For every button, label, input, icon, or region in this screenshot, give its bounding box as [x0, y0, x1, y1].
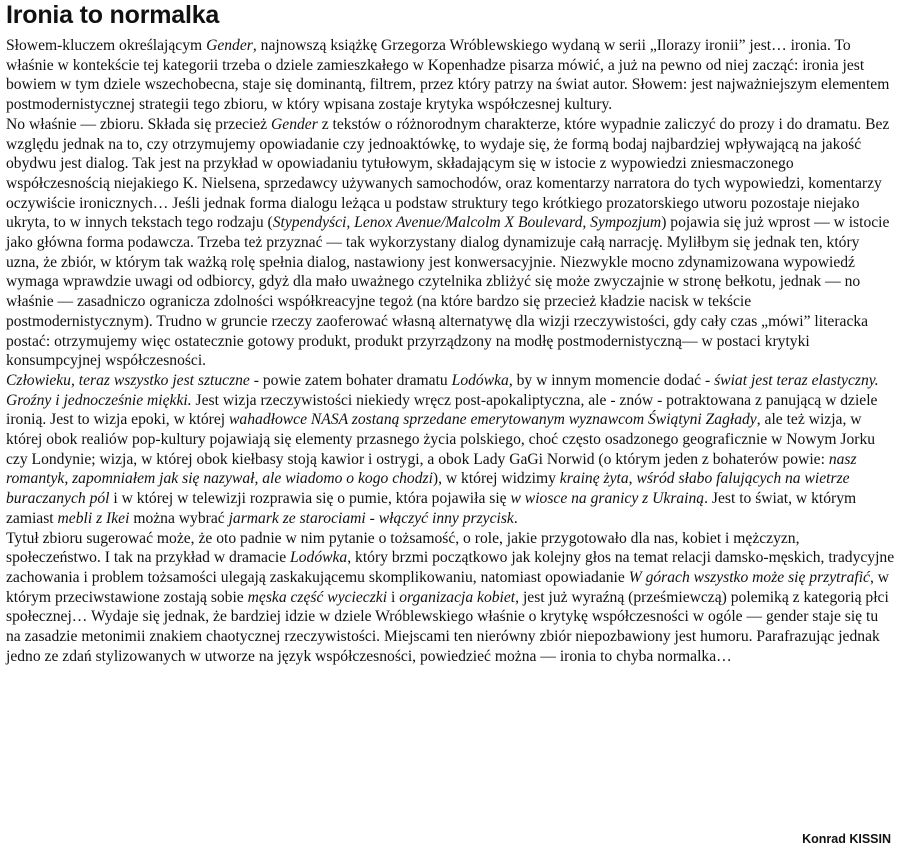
text-run: Tytuł zbioru sugerować może, że oto padnie w nim pytanie o tożsamość, o role, jakie przygotowało dla nas, kobiet i mężczyzn, społeczeństwo. I tak na przykład w dramacie: [6, 529, 800, 567]
text-run: , w którym przeciwstawione zostają sobie: [6, 568, 890, 606]
text-run: , który brzmi początkowo jak kolejny głos na temat relacji damsko-męskich, tradycyjne zachowania i problem tożsamości ulegają zaskakującemu skomplikowaniu, natomiast opowiadanie: [6, 549, 895, 586]
text-run: ) pojawia się już wprost — w istocie jako główna forma podawcza. Trzeba też przyznać — tak wykorzystany dialog dynamizuje całą narrację. Myliłbym się jednak ten, który uzna, że zbiór, w którym tak ważką rolę spełnia dialog, nastawiony jest konwersacyjnie. Niezwykle mocno zdynamizowana wypowiedź wymaga wprawdzie uwagi od odbiorcy, gdyż dla mało uważnego czytelnika zbliżyć się może zwyczajnie w stronę bełkotu, jednak — no właśnie — zasadniczo ogranicza zdolności współkreacyjne tegoż (na które bardzo się przecież kładzie nacisk w tekście postmodernistycznym). Trudno w gruncie rzeczy zaoferować własną alternatywę dla wizji rzeczywistości, gdy cały czas „mówi” literacka postać: otrzymujemy więc ostatecznie gotowy produkt, produkt przyrządzony na modłę postmodernistyczną— w postaci krytyki konsumpcyjnej współczesności.: [6, 214, 890, 370]
text-run: , by w innym momencie dodać -: [508, 371, 715, 389]
italic-text: męska część wycieczki: [247, 588, 388, 606]
paragraph-1: [6, 36, 895, 115]
text-run: . Jest to świat, w którym zamiast: [6, 490, 857, 527]
text-run: ), w której widzimy: [432, 470, 560, 488]
italic-text: W górach wszystko może się przytrafić: [628, 568, 870, 586]
italic-text: Gender: [271, 115, 318, 133]
text-run: , najnowszą książkę Grzegorza Wróblewskiego wydaną w serii „Ilorazy ironii” jest… ironia. To właśnie w kontekście tej kategorii trzeba o dziele zamieszkałego w Kopenhadze pisarza mówić, a już na pewno od niej zacząć: ironia jest bowiem w tym dziele wszechobecna, staje się dominantą, filtrem, przez który patrzy na świat autor. Słowem: jest najważniejszym elementem postmodernistycznej strategii tego zbioru, w który wpisana zostaje krytyka współczesnej kultury.: [6, 37, 890, 114]
italic-text: Lodówka: [290, 549, 348, 567]
italic-text: nasz romantyk, zapomniałem jak się nazywał, ale wiadomo o kogo chodzi: [6, 450, 857, 488]
text-run: Słowem-kluczem określającym: [6, 37, 207, 54]
italic-text: wahadłowce NASA zostaną sprzedane emerytowanym wyznawcom Świątyni Zagłady: [229, 411, 757, 429]
text-run: , ale też wizja, w której obok realiów pop-kultury pojawiają się elementy przasnego życia polskiego, choć często osadzonego geograficznie w Nowym Jorku czy Londynie; wizja, w której obok kiełbasy stoją kawior i ostrygi, a obok Lady GaGi Norwid (o którym jeden z bohaterów powie:: [6, 411, 876, 468]
article: [6, 0, 895, 850]
author-signature: Konrad KISSIN: [802, 832, 891, 846]
article-body: [6, 36, 895, 667]
paragraph-4: [6, 529, 895, 667]
text-run: , jest już wyraźną (prześmiewczą) polemiką z kategorią płci społecznej… Wydaje się jednak, że bardziej idzie w dziele Wróblewskiego właśnie o krytykę współczesności w ogóle — gender staje się tu na zasadzie metonimii znakiem chaotycznej rzeczywistości. Miejscami ten nierówny zbiór niepozbawiony jest humoru. Parafrazując jednak jedno ze zdań stylizowanych w utworze na język współczesności, powiedzieć można — ironia to chyba normalka…: [6, 588, 889, 665]
italic-text: Gender: [206, 37, 253, 54]
text-run: No właśnie — zbioru. Składa się przecież: [6, 115, 272, 133]
text-run: z tekstów o różnorodnym charakterze, które wypadnie zaliczyć do prozy i do dramatu. Bez względu jednak na to, czy otrzymujemy opowiadanie czy jednoaktówkę, to wydaje się, że formą bodaj najbardziej wpływającą na jakość obydwu jest dialog. Tak jest na przykład w opowiadaniu tytułowym, składającym się w istocie z wypowiedzi zniesmaczonego współczesnością niejakiego K. Nielsena, sprzedawcy używanych samochodów, oraz komentarzy narratora do tych wypowiedzi, komentarzy oczywiście ironicznych… Jeśli jednak forma dialogu leżąca u podstaw struktury tego krótkiego prozatorskiego utworu pozostaje niejako ukryta, to w innych tekstach tego rodzaju (: [6, 115, 890, 232]
italic-text: mebli z Ikei: [57, 509, 130, 527]
italic-text: Człowieku, teraz wszystko jest sztuczne: [6, 371, 250, 389]
text-run: można wybrać: [129, 509, 229, 527]
italic-text: Stypendyści, Lenox Avenue/Malcolm X Boulevard, Sympozjum: [272, 214, 662, 232]
text-run: i: [387, 588, 400, 606]
text-run: Jest wizja rzeczywistości niekiedy wręcz post-apokaliptyczna, ale - znów - potraktowana z panującą w dziele ironią. Jest to wizja epoki, w której: [6, 391, 878, 429]
article-title: Ironia to normalka: [6, 1, 220, 29]
italic-text: jarmark ze starociami - włączyć inny przycisk: [228, 509, 514, 527]
italic-text: Lodówka: [451, 371, 509, 389]
paragraph-3: [6, 371, 895, 529]
paragraph-2: [6, 115, 895, 371]
italic-text: w wiosce na granicy z Ukrainą: [510, 490, 705, 508]
italic-text: organizacja kobiet: [399, 588, 516, 606]
italic-text: krainę żyta, wśród słabo falujących na wietrze buraczanych pól: [6, 470, 850, 508]
italic-text: świat jest teraz elastyczny. Groźny i jednocześnie miękki.: [6, 371, 879, 409]
text-run: i w której w telewizji rozprawia się o pumie, która pojawiła się: [109, 490, 511, 508]
text-run: - powie zatem bohater dramatu: [249, 371, 452, 389]
text-run: .: [513, 509, 518, 527]
